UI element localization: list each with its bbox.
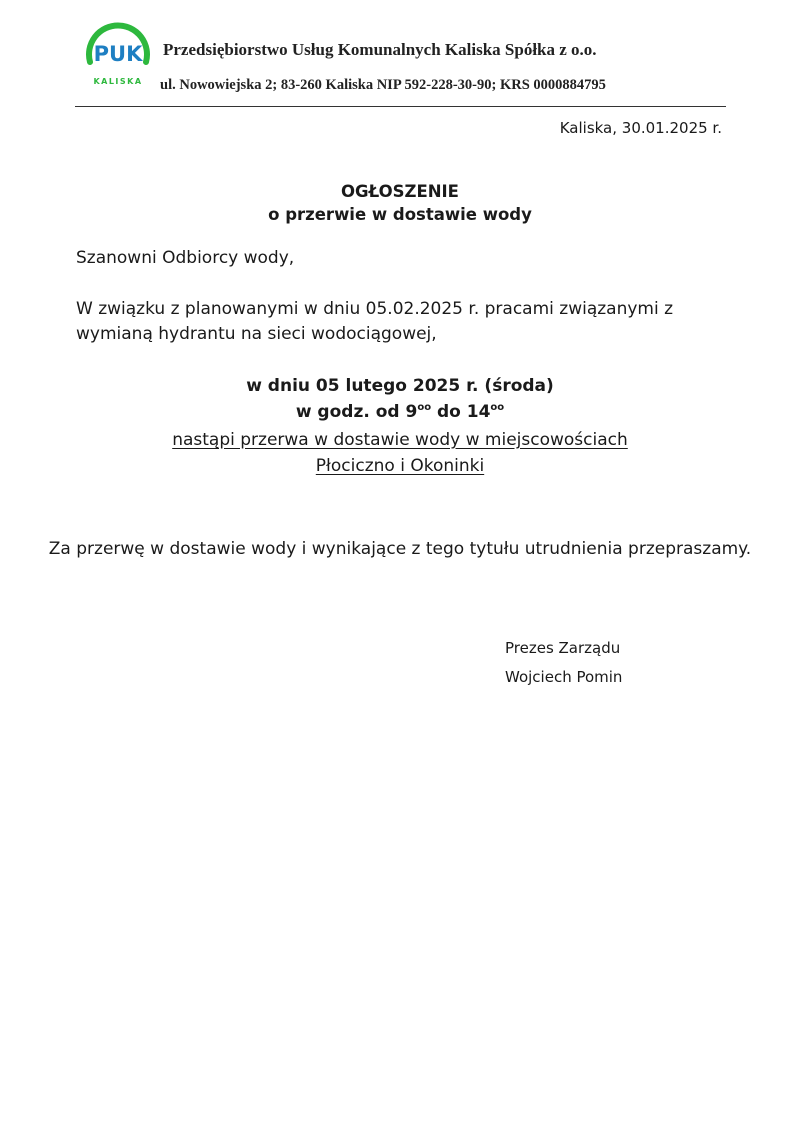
company-address: ul. Nowowiejska 2; 83-260 Kaliska NIP 592-228-30-90; KRS 0000884795 — [160, 77, 606, 93]
outage-date: w dniu 05 lutego 2025 r. (środa) — [246, 376, 554, 396]
company-name: Przedsiębiorstwo Usług Komunalnych Kaliska Spółka z o.o. — [163, 40, 597, 59]
signature-role: Prezes Zarządu — [505, 639, 621, 657]
outage-line-2 — [0, 456, 800, 476]
intro-paragraph: W związku z planowanymi w dniu 05.02.2025 r. pracami związanymi z wymianą hydrantu na sieci wodociągowej, — [76, 299, 674, 344]
outage-time — [0, 402, 800, 422]
company-logo — [82, 18, 154, 90]
outage-line-1 — [0, 430, 800, 450]
logo-subtext: KALISKA — [93, 77, 143, 86]
document-date: Kaliska, 30.01.2025 r. — [559, 119, 722, 137]
outage-locations: Płociczno i Okoninki — [315, 456, 485, 476]
document-subtitle: o przerwie w dostawie wody — [268, 205, 532, 224]
header-divider — [75, 106, 726, 107]
outage-text-1: nastąpi przerwa w dostawie wody w miejscowościach — [172, 430, 628, 450]
time-middle: do 14 — [431, 402, 491, 422]
document-title: OGŁOSZENIE — [341, 182, 459, 201]
time-prefix: w godz. od 9 — [295, 402, 418, 422]
greeting: Szanowni Odbiorcy wody, — [76, 248, 295, 268]
time-start-sup: oo — [417, 402, 432, 413]
logo-text: PUK — [93, 42, 143, 66]
time-end-sup: oo — [490, 402, 505, 413]
signature-name: Wojciech Pomin — [505, 668, 623, 686]
closing-paragraph: Za przerwę w dostawie wody i wynikające z tego tytułu utrudnienia przepraszamy. — [48, 539, 752, 559]
